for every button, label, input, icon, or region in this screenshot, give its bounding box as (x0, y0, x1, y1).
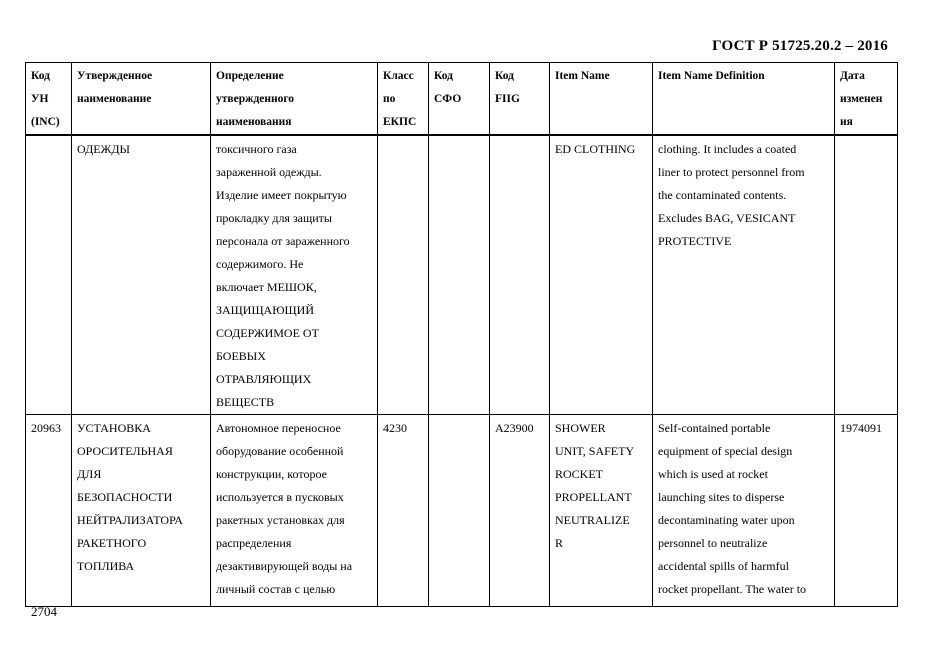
column-header-sfo: Код СФО (429, 63, 490, 136)
cell-class (378, 135, 429, 415)
cell-sfo (429, 135, 490, 415)
column-header-definition: Определение утвержденного наименования (211, 63, 378, 136)
cell-item-name: ED CLOTHING (550, 135, 653, 415)
table-row (26, 415, 898, 607)
cell-approved-name: УСТАНОВКА ОРОСИТЕЛЬНАЯ ДЛЯ БЕЗОПАСНОСТИ НЕЙТРАЛИЗАТОРА РАКЕТНОГО ТОПЛИВА (72, 415, 211, 607)
column-header-class: Класс по ЕКПС (378, 63, 429, 136)
cell-change-date: 1974091 (835, 415, 898, 607)
cell-item-name-definition: Self-contained portable equipment of special design which is used at rocket launching sites to disperse decontaminating water upon personnel to neutralize accidental spills of harmful rocket propellant. The water to (653, 415, 835, 607)
cell-change-date (835, 135, 898, 415)
cell-approved-name: ОДЕЖДЫ (72, 135, 211, 415)
document-code: ГОСТ Р 51725.20.2 – 2016 (712, 38, 888, 54)
table-header-row (26, 63, 898, 136)
table-row (26, 135, 898, 415)
cell-inc: 20963 (26, 415, 72, 607)
column-header-fiig: Код FIIG (490, 63, 550, 136)
cell-inc (26, 135, 72, 415)
column-header-item-name-definition: Item Name Definition (653, 63, 835, 136)
cell-fiig (490, 135, 550, 415)
column-header-change-date: Дата изменен ия (835, 63, 898, 136)
cell-fiig: A23900 (490, 415, 550, 607)
cell-item-name-definition: clothing. It includes a coated liner to protect personnel from the contaminated contents. Excludes BAG, VESICANT PROTECTIVE (653, 135, 835, 415)
cell-sfo (429, 415, 490, 607)
page-number: 2704 (31, 604, 57, 619)
column-header-item-name: Item Name (550, 63, 653, 136)
cell-class: 4230 (378, 415, 429, 607)
column-header-approved-name: Утвержденное наименование (72, 63, 211, 136)
cell-item-name: SHOWER UNIT, SAFETY ROCKET PROPELLANT NEUTRALIZE R (550, 415, 653, 607)
column-header-inc: Код УН (INC) (26, 63, 72, 136)
cell-definition: Автономное переносное оборудование особенной конструкции, которое используется в пусковых ракетных установках для распределения дезактивирующей воды на личный состав с целью (211, 415, 378, 607)
classification-table (25, 62, 898, 607)
cell-definition: токсичного газа зараженной одежды. Изделие имеет покрытую прокладку для защиты персонала от зараженного содержимого. Не включает МЕШОК, ЗАЩИЩАЮЩИЙ СОДЕРЖИМОЕ ОТ БОЕВЫХ ОТРАВЛЯЮЩИХ ВЕЩЕСТВ (211, 135, 378, 415)
